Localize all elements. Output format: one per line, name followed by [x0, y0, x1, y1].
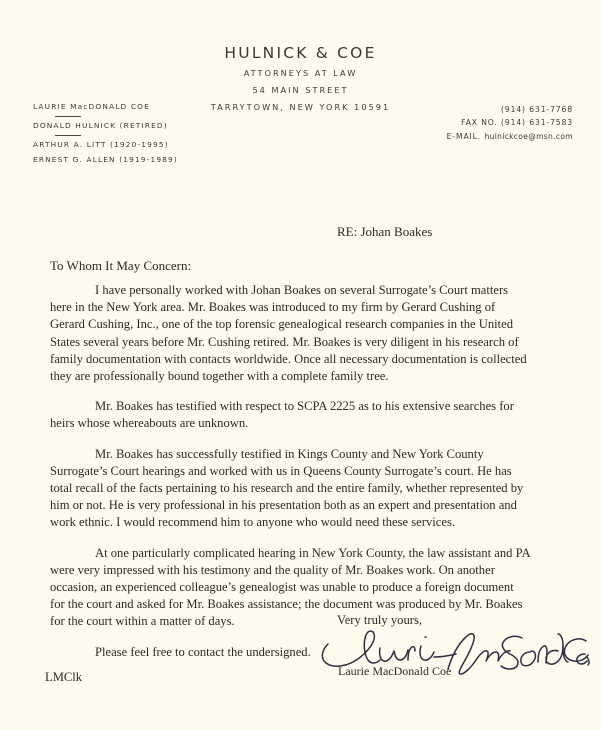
roster-divider — [55, 135, 81, 136]
body-paragraph-1: I have personally worked with Johan Boakes on several Surrogate’s Court matters here in the New York area. Mr. Boakes was introduced to my firm by Gerard Cushing of Gerard Cushing, Inc., one of the top forensic genealogical research companies in the United States several years before Mr. Cushing retired. Mr. Boakes is very diligent in his research of family documentation with contacts worldwide. Once all necessary documentation is collected they are professionally bound together with a complete family tree. — [50, 283, 527, 384]
firm-city-state-zip: TARRYTOWN, NEW YORK 10591 — [210, 102, 391, 113]
roster-divider — [55, 116, 81, 117]
salutation: To Whom It May Concern: — [50, 258, 192, 273]
firm-tagline: ATTORNEYS AT LAW — [243, 68, 358, 79]
phone-number: (914) 631-7768 — [501, 105, 573, 114]
subject-line: RE: Johan Boakes — [337, 224, 433, 239]
attorney-name-2: ARTHUR A. LITT (1920-1995) — [33, 139, 169, 149]
body-paragraph-4: At one particularly complicated hearing in New York County, the law assistant and PA were very impressed with his testimony and the quality of Mr. Boakes work. On another occasion, an experienced colleague’s genealogist was unable to produce a foreign document for the court and asked for Mr. Boakes assistance; the document was produced by Mr. Boakes for the court within a matter of days. — [50, 545, 530, 629]
fax-number: FAX NO. (914) 631-7583 — [461, 118, 573, 128]
body-paragraph-3: Mr. Boakes has successfully testified in Kings County and New York County Surrogate’s Court hearings and worked with us in Queens County Surrogate’s court. He has total recall of the facts pertaining to his research and the entire family, whether represented by him or not. He is very professional in his presentation both as an expert and presentation and work ethnic. I would recommend him to anyone who would need these services. — [50, 446, 524, 530]
typist-initials: LMClk — [45, 670, 83, 684]
email-line — [447, 130, 573, 143]
attorney-roster — [33, 103, 178, 165]
firm-street-address: 54 MAIN STREET — [252, 85, 349, 96]
attorney-name-0: LAURIE MacDONALD COE — [33, 102, 150, 111]
signature-name: Laurie MacDonald Coe — [338, 664, 452, 678]
attorney-name-1: DONALD HULNICK (RETIRED) — [33, 120, 168, 130]
email-address: hulnickcoe@msn.com — [484, 131, 573, 141]
firm-name: HULNICK & COE — [224, 44, 377, 62]
contact-block — [447, 103, 573, 143]
closing-phrase: Very truly yours, — [337, 613, 422, 627]
body-paragraph-2: Mr. Boakes has testified with respect to SCPA 2225 as to his extensive searches for heirs whose whereabouts are unknown. — [50, 399, 514, 431]
letter-body — [50, 282, 531, 674]
attorney-name-3: ERNEST G. ALLEN (1919-1989) — [33, 154, 178, 164]
email-label: E-MAIL. — [446, 131, 482, 141]
body-paragraph-5: Please feel free to contact the undersigned. — [95, 644, 311, 659]
